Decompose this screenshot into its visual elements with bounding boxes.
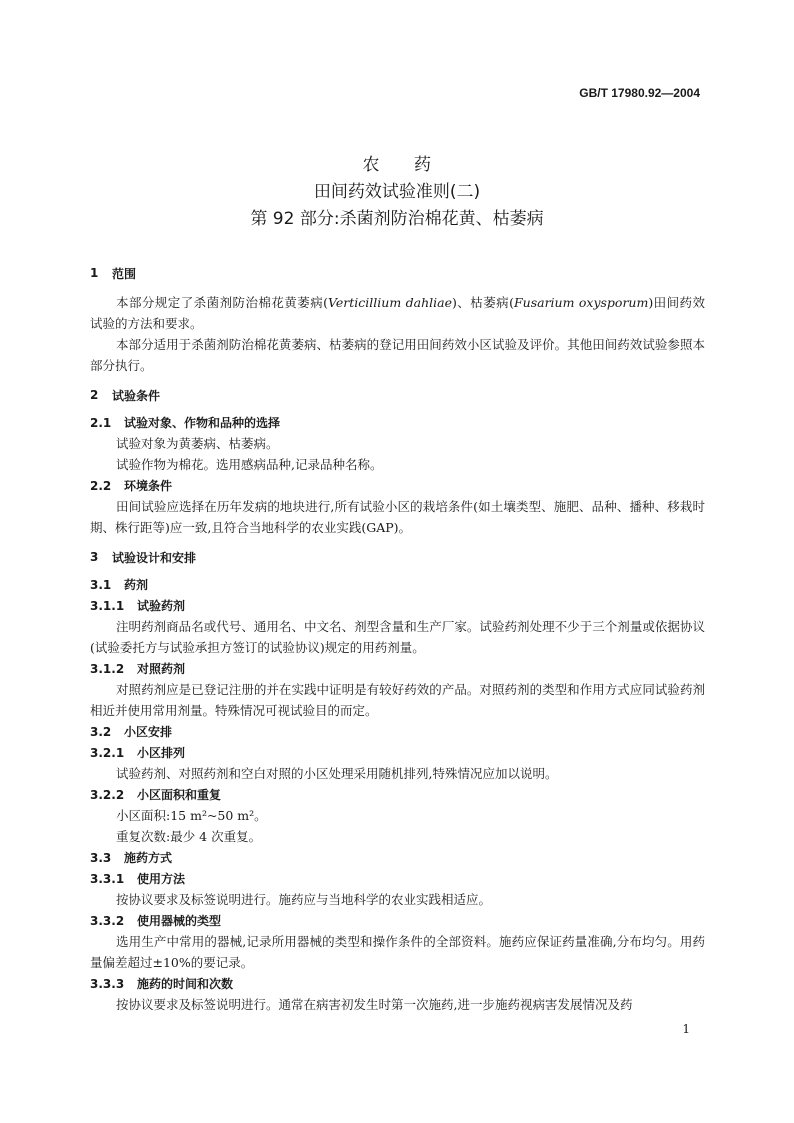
- section-title: 试验条件: [112, 388, 161, 403]
- paragraph: 重复次数:最少 4 次重复。: [116, 829, 262, 844]
- section-heading-3: [90, 546, 705, 568]
- paragraph: 选用生产中常用的器械,记录所用器械的类型和操作条件的全部资料。施药应保证药量准确,分布均匀。用药量偏差超过±10%的要记录。: [90, 934, 705, 970]
- section-heading-2-1: [90, 412, 705, 433]
- section-title: 环境条件: [124, 479, 173, 493]
- document-body: [90, 262, 705, 1015]
- paragraph: 注明药剂商品名或代号、通用名、中文名、剂型含量和生产厂家。试验药剂处理不少于三个剂量或依据协议(试验委托方与试验承担方签订的试验协议)规定的用药剂量。: [90, 619, 705, 655]
- section-heading-3-1: [90, 574, 705, 595]
- section-title: 试验药剂: [137, 599, 186, 613]
- section-number: 3.1.2: [90, 661, 125, 676]
- section-title: 使用器械的类型: [137, 914, 222, 928]
- section-number: 2.2: [90, 478, 112, 493]
- section-heading-3-3-3: [90, 973, 705, 994]
- paragraph: 小区面积:15 m²~50 m²。: [116, 808, 267, 823]
- section-number: 3.3.3: [90, 976, 125, 991]
- section-number: 3.1: [90, 577, 112, 592]
- section-number: 3.2: [90, 724, 112, 739]
- paragraph: 田间试验应选择在历年发病的地块进行,所有试验小区的栽培条件(如土壤类型、施肥、品种、播种、移栽时期、株行距等)应一致,且符合当地科学的农业实践(GAP)。: [90, 499, 705, 535]
- section-number: 2.1: [90, 415, 112, 430]
- section-number: 3.3.1: [90, 871, 125, 886]
- paragraph: 试验药剂、对照药剂和空白对照的小区处理采用随机排列,特殊情况应加以说明。: [116, 766, 558, 781]
- section-heading-3-2-1: [90, 742, 705, 763]
- section-number: 1: [90, 266, 99, 280]
- title-line-3: 第 92 部分:杀菌剂防治棉花黄、枯萎病: [250, 209, 544, 229]
- paragraph: 试验作物为棉花。选用感病品种,记录品种名称。: [116, 457, 383, 472]
- section-heading-3-2-2: [90, 784, 705, 805]
- section-title: 药剂: [124, 578, 149, 592]
- section-heading-3-3: [90, 847, 705, 868]
- page-number: 1: [682, 1022, 690, 1036]
- paragraph: 本部分适用于杀菌剂防治棉花黄萎病、枯萎病的登记用田间药效小区试验及评价。其他田间药效试验参照本部分执行。: [90, 337, 705, 373]
- paragraph: 按协议要求及标签说明进行。通常在病害初发生时第一次施药,进一步施药视病害发展情况及药: [116, 997, 633, 1012]
- section-heading-3-1-1: [90, 595, 705, 616]
- title-line-1: 农 药: [362, 155, 432, 175]
- section-title: 试验设计和安排: [112, 550, 197, 565]
- section-number: 2: [90, 388, 99, 402]
- section-heading-1: [90, 262, 705, 284]
- section-title: 试验对象、作物和品种的选择: [124, 416, 281, 430]
- section-heading-3-3-2: [90, 910, 705, 931]
- section-number: 3.3.2: [90, 913, 125, 928]
- section-number: 3.3: [90, 850, 112, 865]
- section-title: 施药方式: [124, 851, 173, 865]
- section-title: 范围: [112, 266, 137, 281]
- section-heading-2: [90, 384, 705, 406]
- section-number: 3.2.2: [90, 787, 125, 802]
- section-title: 施药的时间和次数: [137, 977, 234, 991]
- section-heading-3-1-2: [90, 658, 705, 679]
- section-title: 小区排列: [137, 746, 186, 760]
- paragraph: 对照药剂应是已登记注册的并在实践中证明是有较好药效的产品。对照药剂的类型和作用方式应同试验药剂相近并使用常用剂量。特殊情况可视试验目的而定。: [90, 682, 705, 718]
- section-title: 对照药剂: [137, 662, 186, 676]
- section-number: 3: [90, 550, 99, 564]
- section-heading-3-3-1: [90, 868, 705, 889]
- standard-code: GB/T 17980.92—2004: [579, 86, 700, 100]
- section-heading-2-2: [90, 475, 705, 496]
- paragraph: 按协议要求及标签说明进行。施药应与当地科学的农业实践相适应。: [116, 892, 492, 907]
- section-title: 小区安排: [124, 725, 173, 739]
- section-title: 使用方法: [137, 872, 186, 886]
- section-number: 3.1.1: [90, 598, 125, 613]
- section-heading-3-2: [90, 721, 705, 742]
- section-number: 3.2.1: [90, 745, 125, 760]
- section-title: 小区面积和重复: [137, 788, 222, 802]
- paragraph: 试验对象为黄萎病、枯萎病。: [116, 436, 279, 451]
- title-line-2: 田间药效试验准则(二): [313, 182, 481, 202]
- paragraph: 本部分规定了杀菌剂防治棉花黄萎病(Verticillium dahliae)、枯萎病(Fusarium oxysporum)田间药效试验的方法和要求。: [90, 295, 706, 331]
- document-title: [0, 152, 794, 233]
